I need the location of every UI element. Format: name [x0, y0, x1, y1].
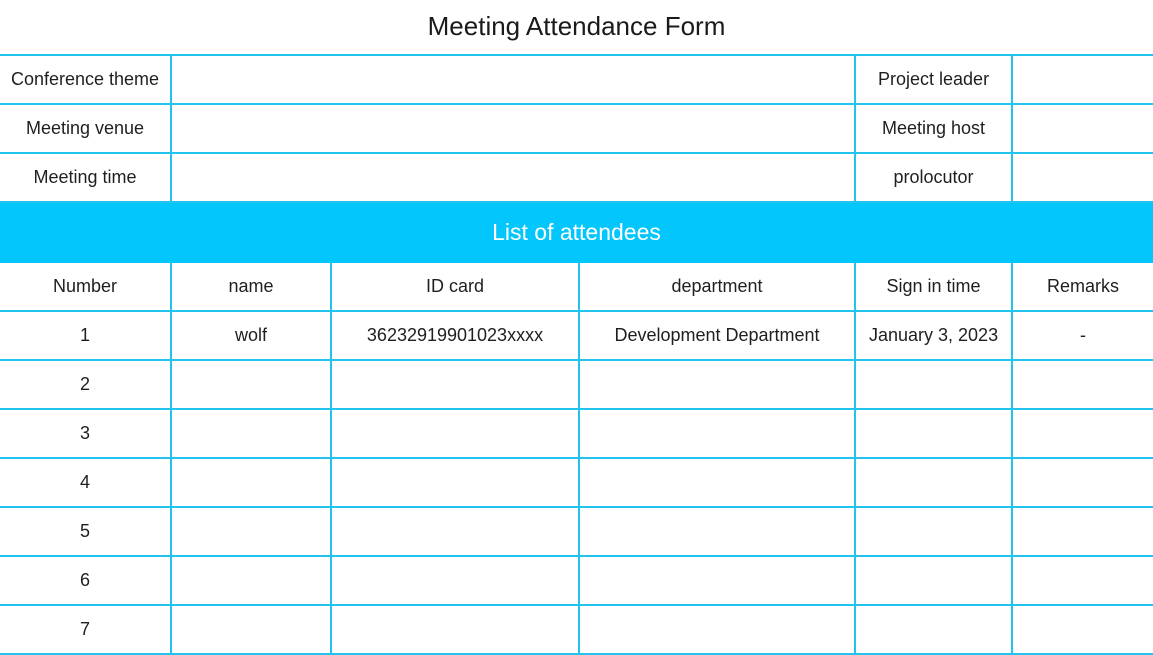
table-row: [0, 311, 1153, 360]
info-row-conference-theme: [0, 55, 1153, 104]
cell-department[interactable]: [579, 360, 855, 409]
cell-name[interactable]: [171, 507, 331, 556]
cell-number: 4: [0, 458, 171, 507]
info-label-conference-theme: Conference theme: [0, 55, 171, 104]
cell-id-card[interactable]: [331, 556, 579, 605]
info-label-project-leader: Project leader: [855, 55, 1012, 104]
cell-id-card[interactable]: [331, 360, 579, 409]
cell-id-card[interactable]: [331, 605, 579, 654]
cell-department[interactable]: [579, 605, 855, 654]
cell-sign-in-time[interactable]: [855, 507, 1012, 556]
cell-id-card[interactable]: [331, 409, 579, 458]
cell-name[interactable]: wolf: [171, 311, 331, 360]
column-header-name: name: [171, 262, 331, 311]
cell-number: 7: [0, 605, 171, 654]
cell-remarks[interactable]: [1012, 360, 1153, 409]
cell-name[interactable]: [171, 458, 331, 507]
cell-remarks[interactable]: [1012, 556, 1153, 605]
cell-sign-in-time[interactable]: [855, 360, 1012, 409]
form-title: Meeting Attendance Form: [427, 11, 726, 41]
info-label-prolocutor: prolocutor: [855, 153, 1012, 202]
attendees-banner-row: [0, 202, 1153, 262]
cell-id-card[interactable]: [331, 458, 579, 507]
cell-sign-in-time[interactable]: [855, 605, 1012, 654]
cell-remarks[interactable]: -: [1012, 311, 1153, 360]
attendees-banner: List of attendees: [0, 202, 1153, 262]
table-row: [0, 605, 1153, 654]
cell-remarks[interactable]: [1012, 458, 1153, 507]
info-label-meeting-time: Meeting time: [0, 153, 171, 202]
conference-theme-field[interactable]: [171, 55, 855, 104]
cell-remarks[interactable]: [1012, 507, 1153, 556]
meeting-host-field[interactable]: [1012, 104, 1153, 153]
info-row-meeting-venue: [0, 104, 1153, 153]
cell-sign-in-time[interactable]: [855, 458, 1012, 507]
column-header-remarks: Remarks: [1012, 262, 1153, 311]
cell-number: 2: [0, 360, 171, 409]
cell-remarks[interactable]: [1012, 409, 1153, 458]
cell-department[interactable]: [579, 556, 855, 605]
table-row: [0, 507, 1153, 556]
project-leader-field[interactable]: [1012, 55, 1153, 104]
info-label-meeting-host: Meeting host: [855, 104, 1012, 153]
meeting-venue-field[interactable]: [171, 104, 855, 153]
cell-number: 6: [0, 556, 171, 605]
table-row: [0, 360, 1153, 409]
cell-department[interactable]: [579, 409, 855, 458]
cell-id-card[interactable]: [331, 507, 579, 556]
meeting-time-field[interactable]: [171, 153, 855, 202]
attendees-header-row: [0, 262, 1153, 311]
cell-id-card[interactable]: 36232919901023xxxx: [331, 311, 579, 360]
cell-number: 1: [0, 311, 171, 360]
cell-name[interactable]: [171, 360, 331, 409]
column-header-id-card: ID card: [331, 262, 579, 311]
cell-remarks[interactable]: [1012, 605, 1153, 654]
cell-number: 3: [0, 409, 171, 458]
cell-name[interactable]: [171, 605, 331, 654]
column-header-number: Number: [0, 262, 171, 311]
attendance-table: [0, 54, 1153, 655]
cell-sign-in-time[interactable]: [855, 409, 1012, 458]
cell-department[interactable]: Development Department: [579, 311, 855, 360]
info-row-meeting-time: [0, 153, 1153, 202]
cell-department[interactable]: [579, 507, 855, 556]
table-row: [0, 458, 1153, 507]
cell-department[interactable]: [579, 458, 855, 507]
info-label-meeting-venue: Meeting venue: [0, 104, 171, 153]
cell-name[interactable]: [171, 409, 331, 458]
attendee-rows: [0, 311, 1153, 654]
table-row: [0, 409, 1153, 458]
column-header-department: department: [579, 262, 855, 311]
prolocutor-field[interactable]: [1012, 153, 1153, 202]
cell-sign-in-time[interactable]: January 3, 2023: [855, 311, 1012, 360]
table-row: [0, 556, 1153, 605]
cell-number: 5: [0, 507, 171, 556]
cell-sign-in-time[interactable]: [855, 556, 1012, 605]
column-header-sign-in-time: Sign in time: [855, 262, 1012, 311]
cell-name[interactable]: [171, 556, 331, 605]
